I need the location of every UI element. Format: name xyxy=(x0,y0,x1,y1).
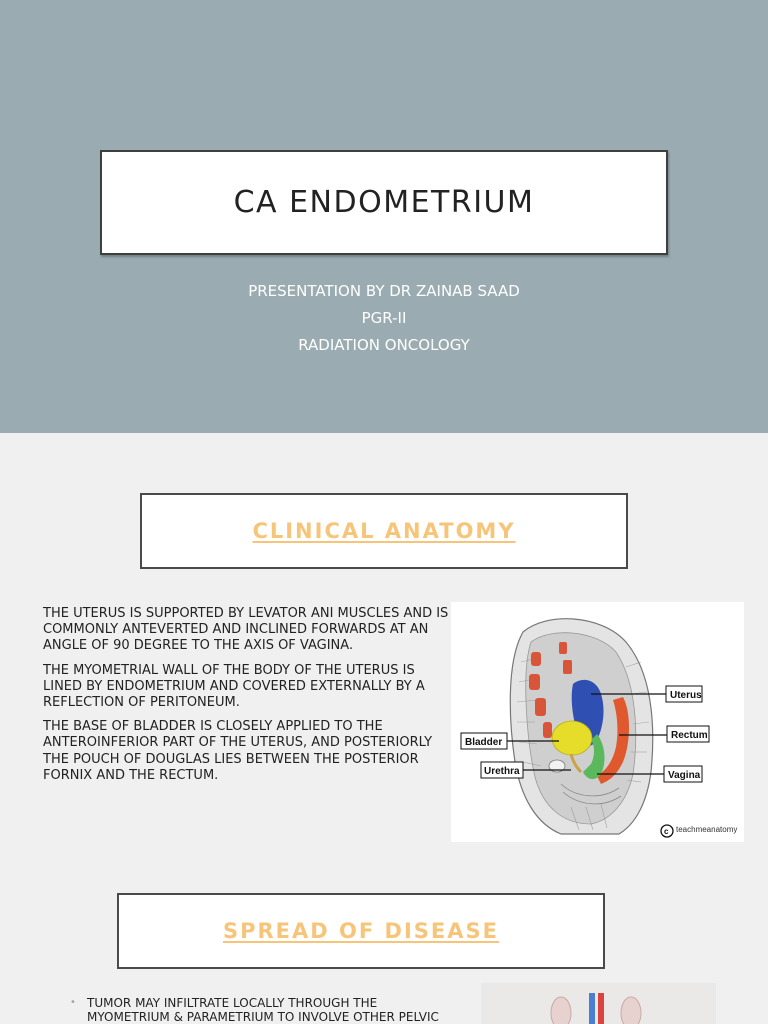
bladder-shape xyxy=(552,721,592,755)
bullet-dot-icon: • xyxy=(70,997,76,1008)
spread-figure-thumbnail xyxy=(481,983,716,1024)
anatomy-text xyxy=(43,606,455,792)
anatomy-paragraph: THE UTERUS IS SUPPORTED BY LEVATOR ANI MUSCLES AND IS COMMONLY ANTEVERTED AND INCLINED FORWARDS AT AN ANGLE OF 90 DEGREE TO THE AXIS OF VAGINA. xyxy=(43,606,449,654)
subtitle-grade: PGR-II xyxy=(361,309,407,327)
spread-of-disease-heading: SPREAD OF DISEASE xyxy=(223,919,499,943)
pelvic-anatomy-illustration xyxy=(451,602,744,842)
anatomy-paragraph: THE BASE OF BLADDER IS CLOSELY APPLIED TO THE ANTEROINFERIOR PART OF THE UTERUS, AND POSTERIORLY THE POUCH OF DOUGLAS LIES BETWEEN THE POSTERIOR FORNIX AND THE RECTUM. xyxy=(43,719,433,783)
vagina-label: Vagina xyxy=(668,770,701,781)
list-item xyxy=(70,996,450,1024)
anatomy-paragraph: THE MYOMETRIAL WALL OF THE BODY OF THE UTERUS IS LINED BY ENDOMETRIUM AND COVERED EXTERNALLY BY A REFLECTION OF PERITONEUM. xyxy=(43,662,425,711)
figure-watermark: teachmeanatomy xyxy=(676,825,738,834)
urethra-label: Urethra xyxy=(484,766,520,777)
clinical-anatomy-heading: CLINICAL ANATOMY xyxy=(252,519,516,543)
subtitle-presenter: PRESENTATION BY DR ZAINAB SAAD xyxy=(248,282,520,300)
subtitle-department: RADIATION ONCOLOGY xyxy=(298,336,470,354)
spread-of-disease-heading-box xyxy=(117,893,605,969)
title-box xyxy=(100,150,668,255)
clinical-anatomy-heading-box xyxy=(140,493,628,569)
presentation-title: CA ENDOMETRIUM xyxy=(233,185,535,220)
bullet-text: TUMOR MAY INFILTRATE LOCALLY THROUGH THE MYOMETRIUM & PARAMETRIUM TO INVOLVE OTHER PELVIC xyxy=(87,996,439,1024)
bladder-label: Bladder xyxy=(465,737,503,748)
svg-text:c: c xyxy=(664,827,669,836)
pelvic-anatomy-figure xyxy=(451,602,744,842)
title-slide xyxy=(0,0,768,433)
rectum-label: Rectum xyxy=(671,730,708,741)
subtitle xyxy=(0,278,768,359)
uterus-label: Uterus xyxy=(670,690,702,701)
